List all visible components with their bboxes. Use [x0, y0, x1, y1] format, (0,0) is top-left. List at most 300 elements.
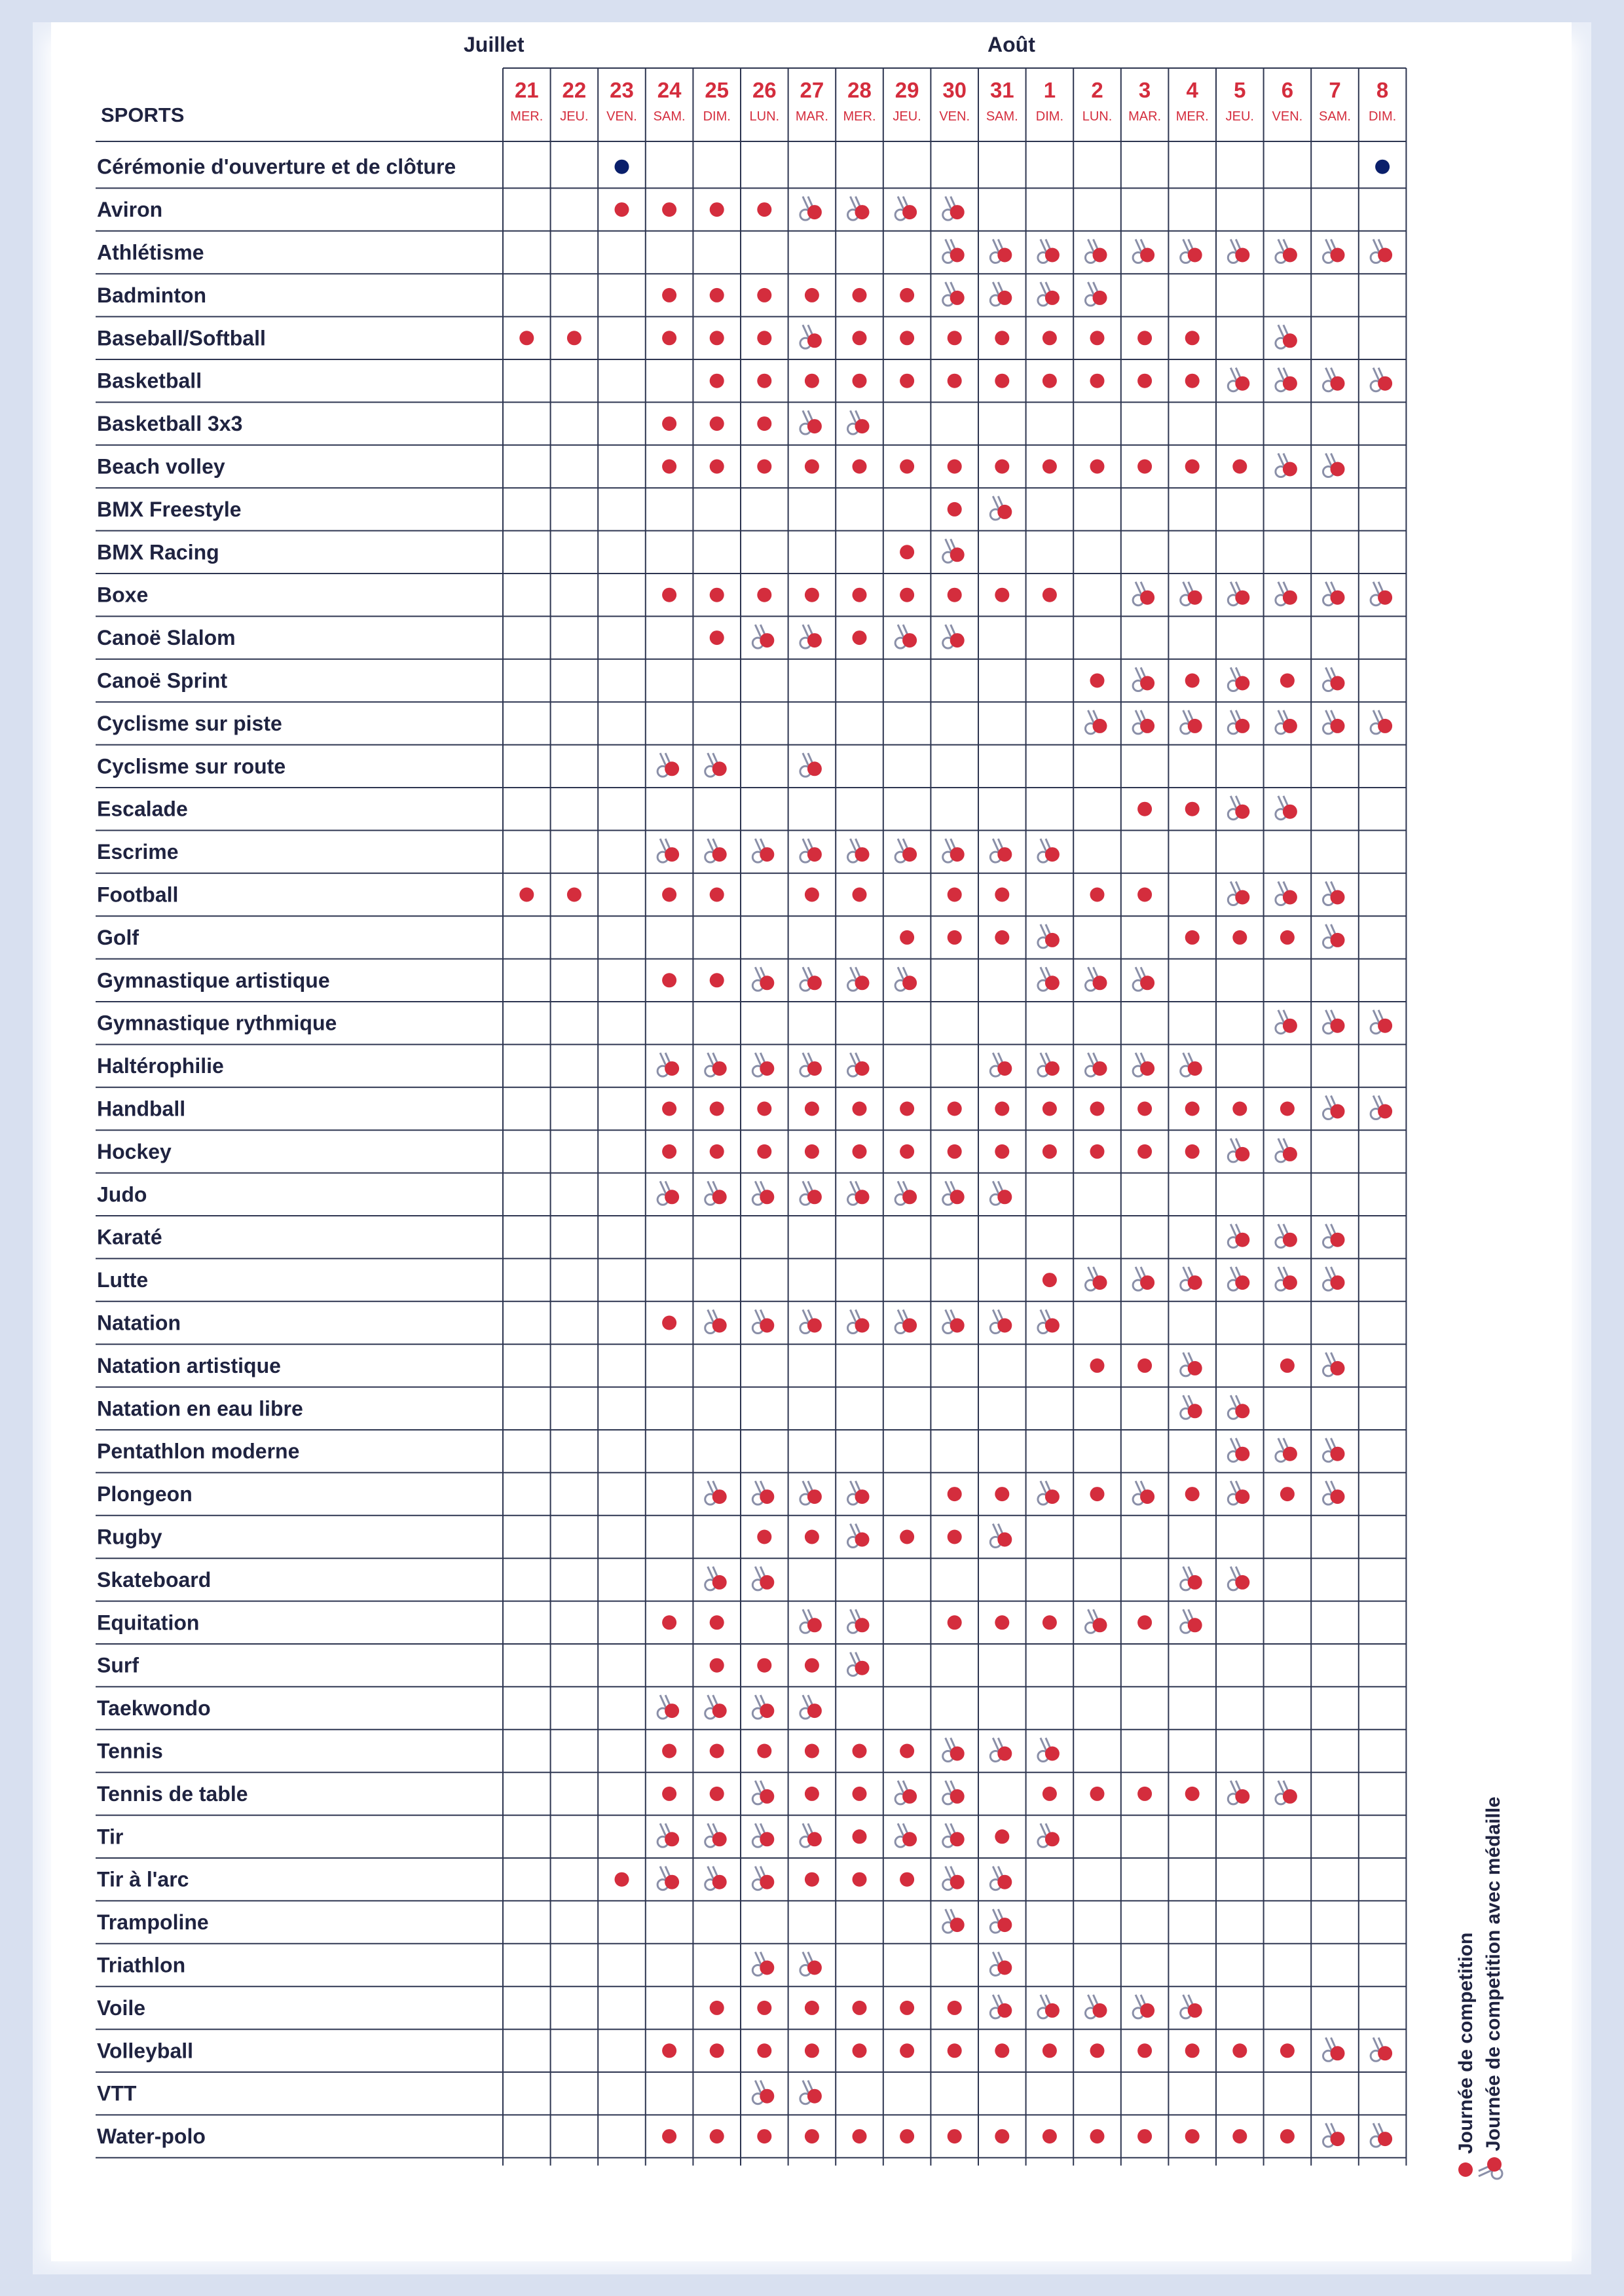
table-row — [96, 1652, 1406, 1687]
competition-dot — [662, 1615, 676, 1630]
medal-icon — [1323, 1481, 1345, 1504]
competition-dot — [1185, 1102, 1200, 1116]
medal-icon — [943, 1738, 965, 1762]
medal-icon — [800, 1952, 822, 1976]
competition-dot — [948, 1615, 962, 1630]
medal-icon — [800, 196, 822, 220]
sport-name: Gymnastique rythmique — [97, 1011, 337, 1035]
sports-column-header: SPORTS — [101, 103, 185, 126]
medal-icon — [848, 1310, 870, 1334]
medal-icon — [1323, 668, 1345, 691]
medal-icon — [990, 1310, 1012, 1334]
medal-icon — [1038, 1738, 1060, 1762]
medal-icon — [1228, 1139, 1249, 1162]
medal-icon — [705, 753, 727, 776]
sport-name: Golf — [97, 925, 139, 949]
medal-icon — [1228, 1567, 1249, 1590]
competition-dot — [615, 1872, 629, 1887]
medal-icon — [752, 1181, 774, 1205]
day-number: 1 — [1043, 78, 1056, 102]
table-row — [96, 1224, 1406, 1259]
medal-icon — [1181, 1995, 1202, 2018]
sport-name: Pentathlon moderne — [97, 1439, 300, 1463]
competition-dot — [710, 973, 724, 987]
medal-icon — [990, 1524, 1012, 1548]
sport-name: Natation — [97, 1311, 181, 1335]
medal-icon — [1038, 1053, 1060, 1076]
medal-icon — [657, 839, 679, 862]
competition-dot — [805, 1744, 819, 1758]
competition-dot — [1137, 374, 1152, 388]
competition-dot — [900, 2043, 914, 2058]
table-row — [96, 1567, 1406, 1601]
competition-dot — [900, 288, 914, 302]
table-row — [96, 1823, 1406, 1858]
medal-icon — [848, 967, 870, 991]
competition-dot — [710, 1658, 724, 1673]
competition-dot — [948, 2043, 962, 2058]
medal-icon — [1228, 1395, 1249, 1419]
medal-icon — [800, 753, 822, 776]
medal-icon — [1276, 710, 1297, 734]
medal-icon — [895, 196, 917, 220]
medal-icon — [1228, 668, 1249, 691]
medal-icon — [1276, 368, 1297, 392]
medal-icon — [1181, 1267, 1202, 1290]
medal-icon — [848, 1652, 870, 1676]
medal-icon — [1181, 1395, 1202, 1419]
medal-icon — [848, 1481, 870, 1504]
competition-dot — [710, 1102, 724, 1116]
table-row — [96, 967, 1406, 1002]
sport-name: Hockey — [97, 1139, 172, 1163]
medal-icon — [990, 1995, 1012, 2018]
medal-icon — [1276, 1010, 1297, 1034]
table-row — [96, 1695, 1406, 1730]
table-row — [96, 1181, 1406, 1216]
medal-icon — [657, 1181, 679, 1205]
competition-dot — [1137, 802, 1152, 816]
table-row — [96, 2081, 1406, 2115]
medal-icon — [848, 1524, 870, 1548]
day-number: 3 — [1138, 78, 1151, 102]
competition-dot — [995, 2043, 1009, 2058]
competition-dot — [757, 331, 771, 345]
table-row — [96, 1909, 1406, 1944]
medal-icon — [1371, 2123, 1392, 2147]
competition-dot — [1137, 1787, 1152, 1801]
sport-name: Skateboard — [97, 1567, 212, 1592]
medal-icon — [1323, 1438, 1345, 1462]
competition-dot — [1185, 460, 1200, 474]
competition-dot — [853, 1829, 867, 1844]
medal-icon — [1133, 1995, 1154, 2018]
sport-name: Beach volley — [97, 454, 225, 479]
competition-dot — [948, 1144, 962, 1159]
competition-dot — [1137, 1144, 1152, 1159]
competition-dot — [1185, 2043, 1200, 2058]
competition-dot — [567, 331, 581, 345]
sport-name: Cérémonie d'ouverture et de clôture — [97, 155, 456, 179]
competition-dot — [757, 1658, 771, 1673]
competition-dot — [757, 1144, 771, 1159]
table-row — [96, 1738, 1406, 1773]
medal-icon — [1371, 1096, 1392, 1120]
competition-dot — [757, 2001, 771, 2015]
day-number: 29 — [895, 78, 919, 102]
medal-icon — [752, 1695, 774, 1719]
competition-dot — [662, 202, 676, 217]
competition-dot — [757, 374, 771, 388]
medal-icon — [1228, 710, 1249, 734]
competition-dot — [710, 588, 724, 602]
medal-icon — [990, 1867, 1012, 1890]
day-weekday: SAM. — [1319, 109, 1351, 124]
medal-icon — [1038, 967, 1060, 991]
competition-dot — [662, 1144, 676, 1159]
medal-icon — [705, 1823, 727, 1847]
competition-dot — [1185, 1487, 1200, 1501]
competition-dot — [805, 2129, 819, 2143]
medal-icon — [1133, 668, 1154, 691]
day-weekday: VEN. — [1272, 109, 1303, 124]
day-number: 24 — [657, 78, 682, 102]
competition-dot — [1185, 331, 1200, 345]
competition-dot — [805, 2001, 819, 2015]
competition-dot — [662, 2129, 676, 2143]
competition-dot — [1185, 802, 1200, 816]
table-row — [96, 710, 1406, 745]
medal-icon — [1038, 1995, 1060, 2018]
medal-icon — [1371, 240, 1392, 263]
competition-dot — [1137, 888, 1152, 902]
medal-icon — [895, 839, 917, 862]
competition-dot — [853, 1787, 867, 1801]
sport-name: Handball — [97, 1097, 186, 1121]
medal-icon — [705, 1053, 727, 1076]
competition-dot — [1043, 2043, 1057, 2058]
medal-icon — [990, 839, 1012, 862]
medal-icon — [752, 1952, 774, 1976]
sport-name: Rugby — [97, 1525, 162, 1549]
competition-dot — [757, 202, 771, 217]
competition-dot — [900, 1102, 914, 1116]
competition-dot — [853, 2001, 867, 2015]
table-row — [96, 2123, 1406, 2158]
day-number: 8 — [1376, 78, 1389, 102]
day-weekday: VEN. — [939, 109, 970, 124]
medal-icon — [657, 1695, 679, 1719]
sport-name: Equitation — [97, 1611, 200, 1635]
competition-dot — [1043, 1787, 1057, 1801]
competition-dot — [710, 1787, 724, 1801]
day-weekday: DIM. — [1368, 109, 1397, 124]
sport-name: VTT — [97, 2081, 137, 2105]
competition-dot — [710, 416, 724, 431]
day-weekday: MAR. — [1128, 109, 1162, 124]
table-row — [96, 1096, 1406, 1131]
competition-dot — [853, 2129, 867, 2143]
sport-name: Haltérophilie — [97, 1054, 224, 1078]
competition-dot — [948, 930, 962, 945]
competition-dot — [757, 288, 771, 302]
medal-icon — [1323, 2037, 1345, 2061]
competition-dot — [995, 930, 1009, 945]
medal-icon — [943, 1310, 965, 1334]
medal-icon — [1276, 1139, 1297, 1162]
medal-icon — [1038, 282, 1060, 306]
medal-icon — [943, 1909, 965, 1933]
competition-dot — [1185, 374, 1200, 388]
medal-icon — [1371, 368, 1392, 392]
competition-dot — [900, 1872, 914, 1887]
competition-dot — [1185, 1787, 1200, 1801]
table-row — [96, 539, 1406, 574]
legend-competition — [1455, 1933, 1477, 2177]
competition-dot — [710, 1615, 724, 1630]
day-number: 6 — [1281, 78, 1294, 102]
medal-icon — [1276, 582, 1297, 606]
medal-icon — [800, 967, 822, 991]
medal-icon — [1133, 240, 1154, 263]
medal-icon — [1133, 1053, 1154, 1076]
sport-rows — [96, 155, 1406, 2158]
competition-dot — [662, 331, 676, 345]
day-number: 31 — [989, 78, 1014, 102]
medal-icon — [1086, 710, 1107, 734]
table-row — [96, 1524, 1406, 1559]
medal-icon — [1228, 368, 1249, 392]
sport-name: Natation en eau libre — [97, 1396, 303, 1421]
competition-dot — [710, 374, 724, 388]
table-row — [96, 1438, 1406, 1473]
table-row — [96, 668, 1406, 702]
competition-dot — [900, 1744, 914, 1758]
day-number: 21 — [514, 78, 539, 102]
medal-icon — [1228, 1781, 1249, 1804]
competition-dot — [519, 331, 534, 345]
competition-dot — [853, 2043, 867, 2058]
legend-competition-label: Journée de competition — [1455, 1932, 1477, 2154]
medal-icon — [943, 282, 965, 306]
medal-icon — [1323, 454, 1345, 477]
competition-dot — [900, 331, 914, 345]
medal-icon — [1086, 1995, 1107, 2018]
table-row — [96, 1010, 1406, 1045]
medal-icon — [1086, 967, 1107, 991]
competition-dot — [1185, 674, 1200, 688]
medal-icon — [752, 1867, 774, 1890]
medal-icon — [1323, 582, 1345, 606]
legend-dot-icon — [1458, 2162, 1473, 2177]
competition-dot — [900, 2129, 914, 2143]
medal-icon — [657, 1823, 679, 1847]
medal-icon — [1371, 582, 1392, 606]
competition-dot — [1090, 1144, 1105, 1159]
day-weekday: SAM. — [653, 109, 686, 124]
table-row — [96, 1609, 1406, 1644]
sport-name: Voile — [97, 1995, 146, 2020]
competition-dot — [1280, 2129, 1295, 2143]
medal-icon — [1323, 1224, 1345, 1248]
legend-medal — [1479, 1796, 1504, 2179]
competition-dot — [995, 331, 1009, 345]
medal-icon — [1228, 1224, 1249, 1248]
competition-dot — [853, 1102, 867, 1116]
table-row — [96, 1310, 1406, 1345]
sport-name: Boxe — [97, 583, 149, 607]
sport-name: Water-polo — [97, 2124, 206, 2149]
medal-icon — [1371, 1010, 1392, 1034]
competition-dot — [1232, 930, 1247, 945]
competition-dot — [662, 1787, 676, 1801]
competition-dot — [1043, 331, 1057, 345]
competition-dot — [995, 374, 1009, 388]
table-row — [96, 839, 1406, 873]
sport-name: Plongeon — [97, 1482, 193, 1506]
competition-dot — [1043, 1273, 1057, 1287]
table-row — [96, 1139, 1406, 1173]
competition-dot — [615, 160, 629, 174]
competition-dot — [1185, 1144, 1200, 1159]
table-row — [96, 454, 1406, 488]
competition-dot — [1090, 2043, 1105, 2058]
competition-dot — [710, 2001, 724, 2015]
competition-dot — [900, 1144, 914, 1159]
competition-dot — [662, 1316, 676, 1330]
competition-dot — [900, 2001, 914, 2015]
medal-icon — [752, 1053, 774, 1076]
day-weekday: DIM. — [1035, 109, 1064, 124]
medal-icon — [1038, 1481, 1060, 1504]
medal-icon — [1038, 924, 1060, 948]
competition-dot — [710, 2043, 724, 2058]
medal-icon — [705, 1181, 727, 1205]
medal-icon — [1228, 796, 1249, 820]
competition-dot — [948, 888, 962, 902]
medal-icon — [752, 1781, 774, 1804]
competition-dot — [805, 2043, 819, 2058]
sport-name: Basketball — [97, 369, 202, 393]
sport-name: Tennis — [97, 1739, 163, 1763]
competition-dot — [853, 460, 867, 474]
medal-icon — [990, 1738, 1012, 1762]
competition-dot — [757, 2129, 771, 2143]
competition-dot — [1375, 160, 1390, 174]
medal-icon — [1323, 368, 1345, 392]
medal-icon — [990, 1053, 1012, 1076]
medal-icon — [800, 1481, 822, 1504]
medal-icon — [943, 539, 965, 562]
medal-icon — [895, 1781, 917, 1804]
medal-icon — [1228, 1438, 1249, 1462]
medal-icon — [895, 1181, 917, 1205]
competition-dot — [1280, 1358, 1295, 1373]
medal-icon — [1086, 1053, 1107, 1076]
medal-icon — [1086, 240, 1107, 263]
competition-dot — [995, 1144, 1009, 1159]
medal-icon — [1323, 1010, 1345, 1034]
medal-icon — [1038, 1823, 1060, 1847]
medal-icon — [705, 1695, 727, 1719]
medal-icon — [1038, 1310, 1060, 1334]
competition-dot — [662, 2043, 676, 2058]
competition-dot — [853, 331, 867, 345]
competition-dot — [853, 288, 867, 302]
sport-name: Aviron — [97, 198, 163, 222]
sport-name: Canoë Sprint — [97, 668, 228, 693]
competition-dot — [710, 331, 724, 345]
competition-dot — [853, 1144, 867, 1159]
competition-dot — [757, 460, 771, 474]
medal-icon — [1133, 1267, 1154, 1290]
competition-dot — [853, 1744, 867, 1758]
day-weekday: MER. — [1175, 109, 1209, 124]
competition-dot — [805, 288, 819, 302]
competition-dot — [948, 2001, 962, 2015]
competition-dot — [805, 588, 819, 602]
medal-icon — [1228, 1481, 1249, 1504]
competition-dot — [567, 888, 581, 902]
competition-dot — [1043, 588, 1057, 602]
medal-icon — [1181, 1353, 1202, 1376]
medal-icon — [752, 1481, 774, 1504]
medal-icon — [943, 625, 965, 648]
medal-icon — [1181, 1567, 1202, 1590]
medal-icon — [1038, 839, 1060, 862]
medal-icon — [943, 1823, 965, 1847]
medal-icon — [895, 625, 917, 648]
medal-icon — [800, 410, 822, 434]
medal-icon — [705, 1567, 727, 1590]
medal-icon — [1276, 882, 1297, 905]
medal-icon — [990, 496, 1012, 520]
competition-dot — [1090, 888, 1105, 902]
medal-icon — [895, 967, 917, 991]
table-row — [96, 410, 1406, 445]
day-number: 7 — [1329, 78, 1341, 102]
competition-dot — [853, 588, 867, 602]
table-row — [96, 1395, 1406, 1430]
sport-name: Natation artistique — [97, 1353, 281, 1377]
competition-dot — [995, 1615, 1009, 1630]
table-row — [96, 2037, 1406, 2072]
medal-icon — [1276, 325, 1297, 348]
medal-icon — [752, 1567, 774, 1590]
sport-name: Triathlon — [97, 1953, 186, 1977]
medal-icon — [1323, 2123, 1345, 2147]
medal-icon — [990, 1909, 1012, 1933]
sport-name: Tir — [97, 1825, 124, 1849]
day-weekday: MER. — [843, 109, 876, 124]
table-row — [96, 582, 1406, 617]
table-row — [96, 882, 1406, 917]
sport-name: BMX Freestyle — [97, 497, 242, 521]
sport-name: Canoë Slalom — [97, 626, 236, 650]
competition-dot — [1090, 331, 1105, 345]
medal-icon — [943, 1867, 965, 1890]
legend-medal-label: Journée de competition avec médaille — [1483, 1796, 1504, 2151]
medal-icon — [990, 240, 1012, 263]
medal-icon — [657, 1867, 679, 1890]
competition-dot — [948, 1102, 962, 1116]
medal-icon — [800, 625, 822, 648]
competition-dot — [900, 545, 914, 559]
medal-icon — [848, 1181, 870, 1205]
competition-dot — [1137, 2043, 1152, 2058]
sport-name: Karaté — [97, 1225, 162, 1249]
medal-icon — [1479, 2157, 1502, 2179]
